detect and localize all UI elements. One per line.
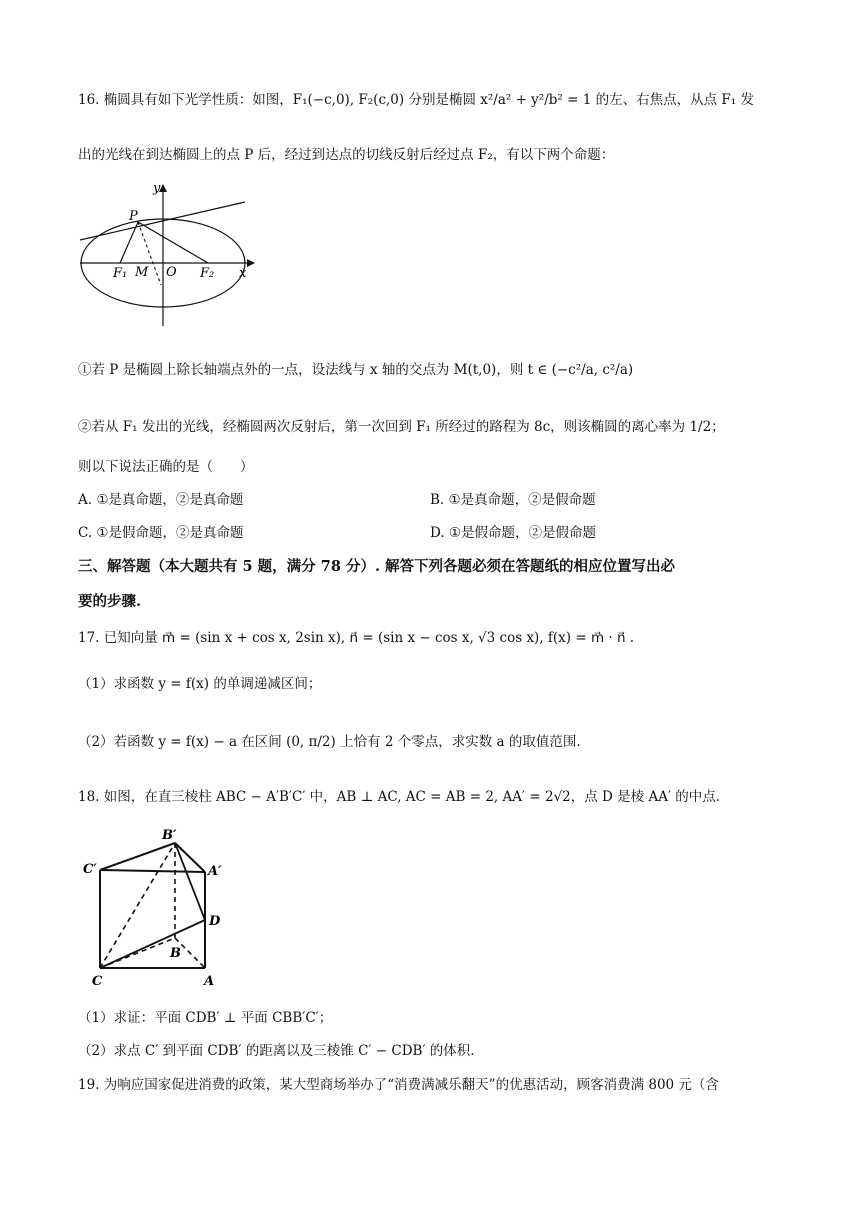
q17-part1: （1）求函数 y = f(x) 的单调递减区间； — [78, 676, 322, 692]
q18-part1: （1）求证：平面 CDB′ ⊥ 平面 CBB′C′； — [78, 1010, 333, 1026]
section3-heading-line2: 要的步骤. — [78, 593, 142, 610]
q16-option-a: A. ①是真命题，②是真命题 — [78, 492, 244, 508]
edge-bp-ap — [175, 843, 205, 872]
q16-line1: 16. 椭圆具有如下光学性质：如图，F₁(−c,0), F₂(c,0) 分别是椭圆 x²/a² + y²/b² = 1 的左、右焦点，从点 F₁ 发 — [78, 92, 754, 108]
label-f2: F₂ — [200, 266, 215, 281]
q16-prop2: ②若从 F₁ 发出的光线，经椭圆两次反射后，第一次回到 F₁ 所经过的路程为 8c，则该椭圆的离心率为 1/2； — [78, 419, 725, 435]
q17-stem: 17. 已知向量 m⃗ = (sin x + cos x, 2sin x), n⃗ = (sin x − cos x, √3 cos x), f(x) = m⃗ · n⃗ . — [78, 630, 635, 646]
q16-option-d: D. ①是假命题，②是假命题 — [430, 525, 597, 541]
ellipse-figure — [75, 180, 260, 330]
q16-option-b: B. ①是真命题，②是假命题 — [430, 492, 596, 508]
q18-stem: 18. 如图，在直三棱柱 ABC − A′B′C′ 中，AB ⊥ AC, AC = AB = 2, AA′ = 2√2，点 D 是棱 AA′ 的中点. — [78, 789, 721, 805]
segment-bp-d — [175, 843, 205, 920]
label-f1: F₁ — [113, 266, 128, 281]
q16-question: 则以下说法正确的是（ ） — [78, 459, 254, 475]
q16-option-c: C. ①是假命题，②是真命题 — [78, 525, 244, 541]
edge-cp-bp — [100, 843, 175, 870]
prism-figure — [80, 825, 230, 990]
q16-prop1: ①若 P 是椭圆上除长轴端点外的一点，设法线与 x 轴的交点为 M(t,0)，则 t ∈ (−c²/a, c²/a) — [78, 362, 634, 378]
segment-c-bp — [100, 843, 175, 968]
label-p: P — [129, 209, 138, 224]
label-y: y — [153, 181, 161, 196]
label-d: D — [209, 914, 221, 929]
ray-p-f2 — [138, 222, 208, 263]
label-ap: A′ — [208, 864, 222, 879]
section3-heading-line1: 三、解答题（本大题共有 5 题，满分 78 分）. 解答下列各题必须在答题纸的相应位置写出必 — [78, 558, 676, 575]
q19-stem: 19. 为响应国家促进消费的政策，某大型商场举办了“消费满减乐翻天”的优惠活动，顾客消费满 800 元（含 — [78, 1077, 719, 1093]
edge-cp-ap — [100, 870, 205, 872]
q16-line2: 出的光线在到达椭圆上的点 P 后，经过到达点的切线反射后经过点 F₂，有以下两个命题： — [78, 147, 615, 163]
label-a: A — [204, 974, 215, 989]
segment-c-d — [100, 920, 205, 968]
x-axis-arrow — [247, 259, 255, 267]
label-c: C — [92, 974, 103, 989]
q18-part2: （2）求点 C′ 到平面 CDB′ 的距离以及三棱锥 C′ − CDB′ 的体积. — [78, 1043, 475, 1059]
label-bp: B′ — [162, 828, 177, 843]
label-o: O — [166, 265, 177, 280]
label-m: M — [135, 265, 149, 280]
label-cp: C′ — [83, 862, 97, 877]
label-x: x — [239, 266, 247, 281]
label-b: B — [170, 946, 181, 961]
q17-part2: （2）若函数 y = f(x) − a 在区间 (0, π/2) 上恰有 2 个零点，求实数 a 的取值范围. — [78, 734, 581, 750]
